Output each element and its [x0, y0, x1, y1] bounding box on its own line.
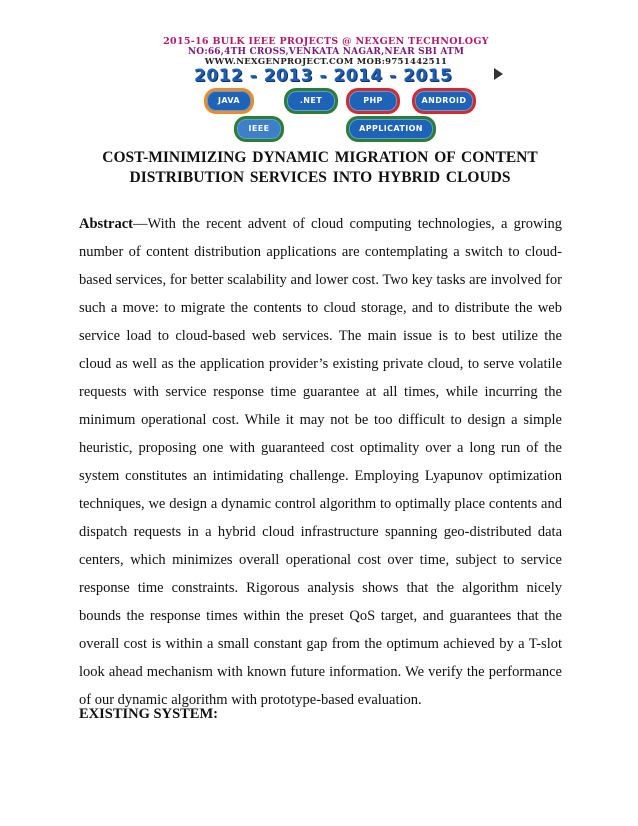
banner-pill-application: APPLICATION — [346, 116, 436, 142]
abstract-label: Abstract — [79, 216, 133, 232]
title-line-1: COST-MINIMIZING DYNAMIC MIGRATION OF CONTENT — [102, 149, 538, 166]
section-heading-existing-system: EXISTING SYSTEM: — [79, 706, 218, 722]
banner-years: 2012 - 2013 - 2014 - 2015 — [194, 66, 453, 86]
banner-address: NO:66,4TH CROSS,VENKATA NAGAR,NEAR SBI ATM — [187, 47, 465, 57]
banner-contact: WWW.NEXGENPROJECT.COM MOB:9751442511 — [204, 57, 448, 67]
abstract-paragraph — [79, 210, 562, 714]
banner-pill-android: ANDROID — [412, 88, 476, 114]
title-line-2: DISTRIBUTION SERVICES INTO HYBRID CLOUDS — [129, 169, 511, 186]
banner-pill-php: PHP — [346, 88, 400, 114]
banner-pill-java: JAVA — [204, 88, 254, 114]
banner-title: 2015-16 BULK IEEE PROJECTS @ NEXGEN TECHNOLOGY — [163, 36, 489, 47]
abstract-text: —With the recent advent of cloud computing technologies, a growing number of content distribution applications are contemplating a switch to cloud-based services, for better scalability and lower cost. Two key tasks are involved for such a move: to migrate the contents to cloud storage, and to distribute the web service load to cloud-based web services. The main issue is to best utilize the cloud as well as the application provider’s existing private cloud, to serve volatile requests with service response time guarantee at all times, while incurring the minimum operational cost. While it may not be too difficult to design a simple heuristic, proposing one with guaranteed cost optimality over a long run of the system constitutes an intimidating challenge. Employing Lyapunov optimization techniques, we design a dynamic control algorithm to optimally place contents and dispatch requests in a hybrid cloud infrastructure spanning geo-distributed data centers, which minimizes overall operational cost over time, subject to service response time constraints. Rigorous analysis shows that the algorithm nicely bounds the response times within the preset QoS target, and guarantees that the overall cost is within a small constant gap from the optimum achieved by a T-slot look ahead mechanism with known future information. We verify the performance of our dynamic algorithm with prototype-based evaluation. — [79, 216, 562, 708]
arrow-right-icon — [494, 68, 503, 80]
document-title — [60, 148, 580, 188]
header-banner — [150, 36, 502, 148]
banner-pill-dotnet: .NET — [284, 88, 338, 114]
banner-pill-ieee: IEEE — [234, 116, 284, 142]
